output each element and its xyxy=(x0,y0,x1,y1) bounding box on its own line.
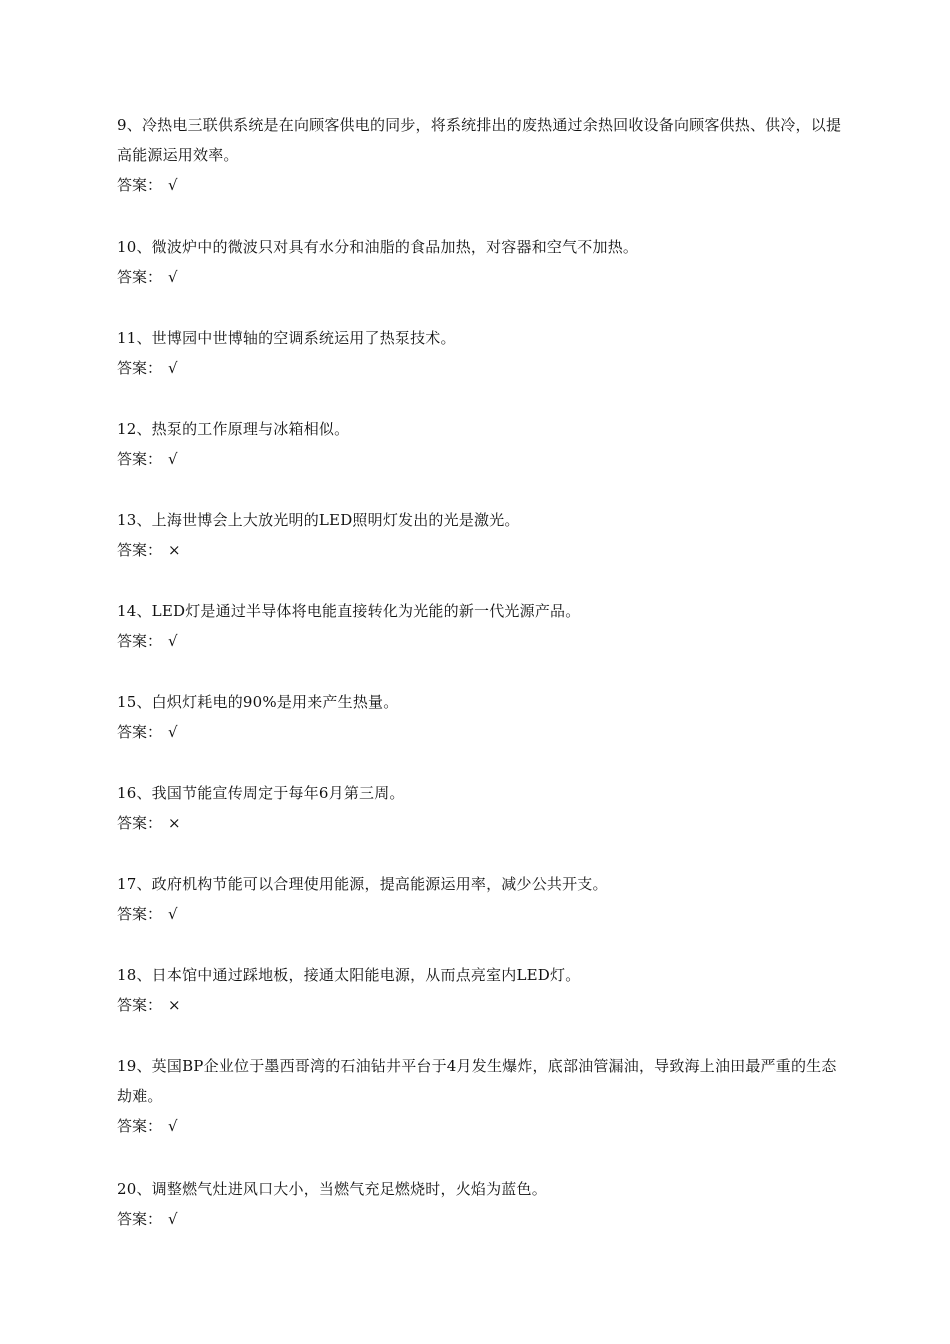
answer-value: √ xyxy=(168,905,178,923)
answer-value: √ xyxy=(168,723,178,741)
answer-line xyxy=(117,990,842,1020)
question-text: 13、上海世博会上大放光明的LED照明灯发出的光是激光。 xyxy=(117,511,520,529)
answer-value: √ xyxy=(168,1210,178,1228)
question-text: 12、热泵的工作原理与冰箱相似。 xyxy=(117,420,350,438)
answer-value: × xyxy=(168,541,181,559)
answer-value: × xyxy=(168,996,181,1014)
question-text: 9、冷热电三联供系统是在向顾客供电的同步，将系统排出的废热通过余热回收设备向顾客供热、供冷，以提高能源运用效率。 xyxy=(117,116,842,164)
answer-value: √ xyxy=(168,632,178,650)
answer-line xyxy=(117,535,842,565)
answer-line xyxy=(117,899,842,929)
question-item xyxy=(117,960,842,1020)
question-item xyxy=(117,110,842,200)
question-text: 15、白炽灯耗电的90%是用来产生热量。 xyxy=(117,693,399,711)
answer-line xyxy=(117,170,842,200)
answer-line xyxy=(117,353,842,383)
answer-value: √ xyxy=(168,450,178,468)
question-item xyxy=(117,869,842,929)
question-item xyxy=(117,232,842,292)
answer-label: 答案： xyxy=(117,1210,163,1228)
answer-value: × xyxy=(168,814,181,832)
question-text: 20、调整燃气灶进风口大小，当燃气充足燃烧时，火焰为蓝色。 xyxy=(117,1180,547,1198)
answer-value: √ xyxy=(168,268,178,286)
answer-label: 答案： xyxy=(117,450,163,468)
answer-line xyxy=(117,1204,842,1234)
answer-line xyxy=(117,444,842,474)
answer-label: 答案： xyxy=(117,1117,163,1135)
question-item xyxy=(117,414,842,474)
answer-label: 答案： xyxy=(117,268,163,286)
question-text: 17、政府机构节能可以合理使用能源，提高能源运用率，减少公共开支。 xyxy=(117,875,608,893)
answer-value: √ xyxy=(168,359,178,377)
answer-label: 答案： xyxy=(117,905,163,923)
question-text: 11、世博园中世博轴的空调系统运用了热泵技术。 xyxy=(117,329,456,347)
answer-line xyxy=(117,262,842,292)
question-text: 14、LED灯是通过半导体将电能直接转化为光能的新一代光源产品。 xyxy=(117,602,581,620)
answer-line xyxy=(117,808,842,838)
answer-value: √ xyxy=(168,176,178,194)
question-item xyxy=(117,687,842,747)
answer-line xyxy=(117,626,842,656)
answer-line xyxy=(117,1111,842,1141)
answer-value: √ xyxy=(168,1117,178,1135)
question-item xyxy=(117,505,842,565)
answer-label: 答案： xyxy=(117,359,163,377)
question-text: 19、英国BP企业位于墨西哥湾的石油钻井平台于4月发生爆炸，底部油管漏油，导致海上油田最严重的生态劫难。 xyxy=(117,1057,837,1105)
answer-label: 答案： xyxy=(117,996,163,1014)
answer-label: 答案： xyxy=(117,632,163,650)
question-item xyxy=(117,323,842,383)
question-item xyxy=(117,1051,842,1141)
answer-label: 答案： xyxy=(117,176,163,194)
question-item xyxy=(117,778,842,838)
answer-label: 答案： xyxy=(117,723,163,741)
answer-label: 答案： xyxy=(117,814,163,832)
question-text: 10、微波炉中的微波只对具有水分和油脂的食品加热，对容器和空气不加热。 xyxy=(117,238,639,256)
answer-line xyxy=(117,717,842,747)
question-text: 16、我国节能宣传周定于每年6月第三周。 xyxy=(117,784,405,802)
question-item xyxy=(117,596,842,656)
answer-label: 答案： xyxy=(117,541,163,559)
question-text: 18、日本馆中通过踩地板，接通太阳能电源，从而点亮室内LED灯。 xyxy=(117,966,581,984)
question-item xyxy=(117,1174,842,1234)
